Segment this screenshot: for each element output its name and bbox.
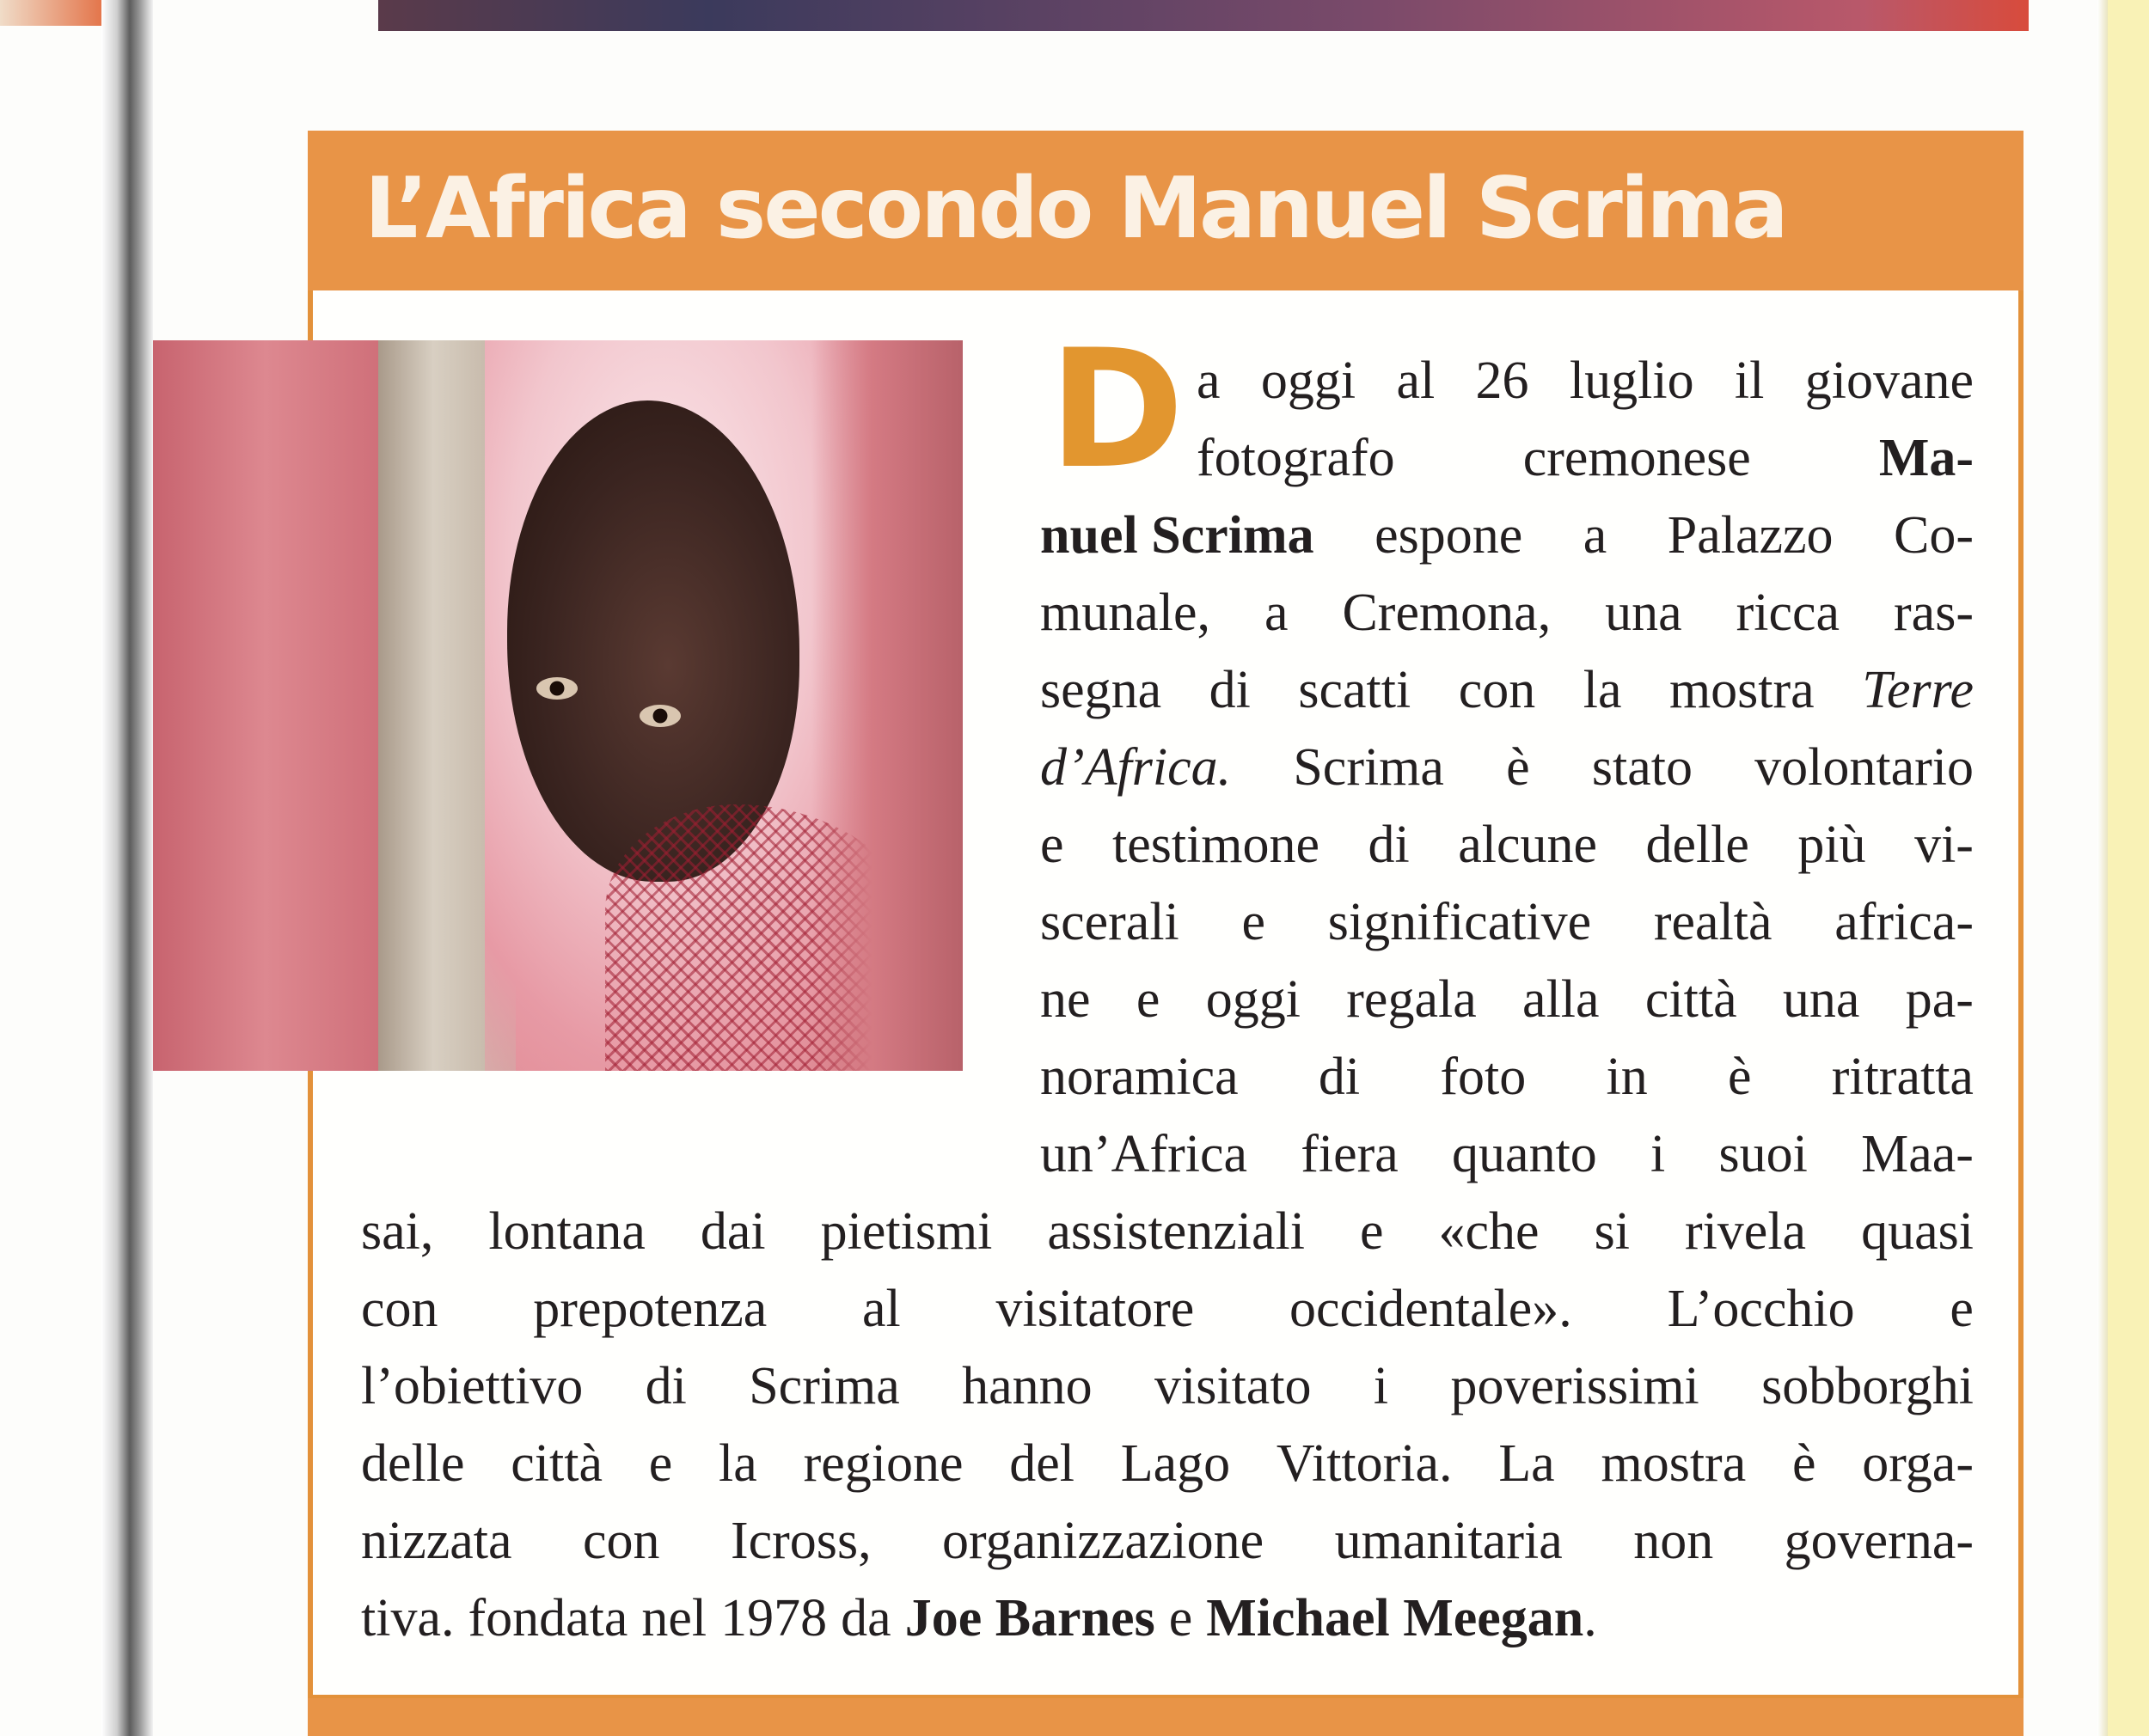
text-line: sai, lontana dai pietismi assistenziali e «che si rivela quasi: [361, 1202, 1974, 1261]
next-page-edge: [2104, 0, 2149, 1736]
text-line: a oggi al 26 luglio il giovane: [1197, 351, 1974, 410]
text-line: ne e oggi regala alla città una pa-: [1040, 970, 1974, 1029]
text-line: segna di scatti con la mostra Terre: [1040, 661, 1974, 719]
text-line: noramica di foto in è ritratta: [1040, 1048, 1974, 1106]
text-line: un’Africa fiera quanto i suoi Maa-: [1040, 1125, 1974, 1183]
previous-article-photo-edge: [378, 0, 2029, 31]
text-line: munale, a Cremona, una ricca ras-: [1040, 584, 1974, 642]
text-line: delle città e la regione del Lago Vittoria. La mostra è orga-: [361, 1434, 1974, 1493]
text-line: nuel Scrima espone a Palazzo Co-: [1040, 506, 1974, 565]
photo-eye: [536, 677, 578, 700]
child-photo: [124, 340, 963, 1071]
photo-eye: [640, 705, 681, 727]
photo-right-wall: [811, 340, 963, 1071]
book-gutter-shadow: [101, 0, 153, 1736]
text-line: e testimone di alcune delle più vi-: [1040, 816, 1974, 874]
next-article-banner: [308, 1698, 2023, 1736]
text-line: con prepotenza al visitatore occidentale». L’occhio e: [361, 1280, 1974, 1338]
page-shadow: [2097, 0, 2108, 1736]
text-line: scerali e significative realtà africa-: [1040, 893, 1974, 951]
text-line: nizzata con Icross, organizzazione umanitaria non governa-: [361, 1512, 1974, 1570]
text-line: fotografo cremonese Ma-: [1197, 429, 1974, 487]
text-line: l’obiettivo di Scrima hanno visitato i poverissimi sobborghi: [361, 1357, 1974, 1415]
text-line: d’Africa. Scrima è stato volontario: [1040, 738, 1974, 797]
article-title: L’Africa secondo Manuel Scrima: [364, 160, 1786, 258]
text-line: tiva. fondata nel 1978 da Joe Barnes e Michael Meegan .: [361, 1589, 1597, 1647]
drop-cap: D: [1049, 315, 1185, 504]
photo-wall: [124, 340, 407, 1071]
